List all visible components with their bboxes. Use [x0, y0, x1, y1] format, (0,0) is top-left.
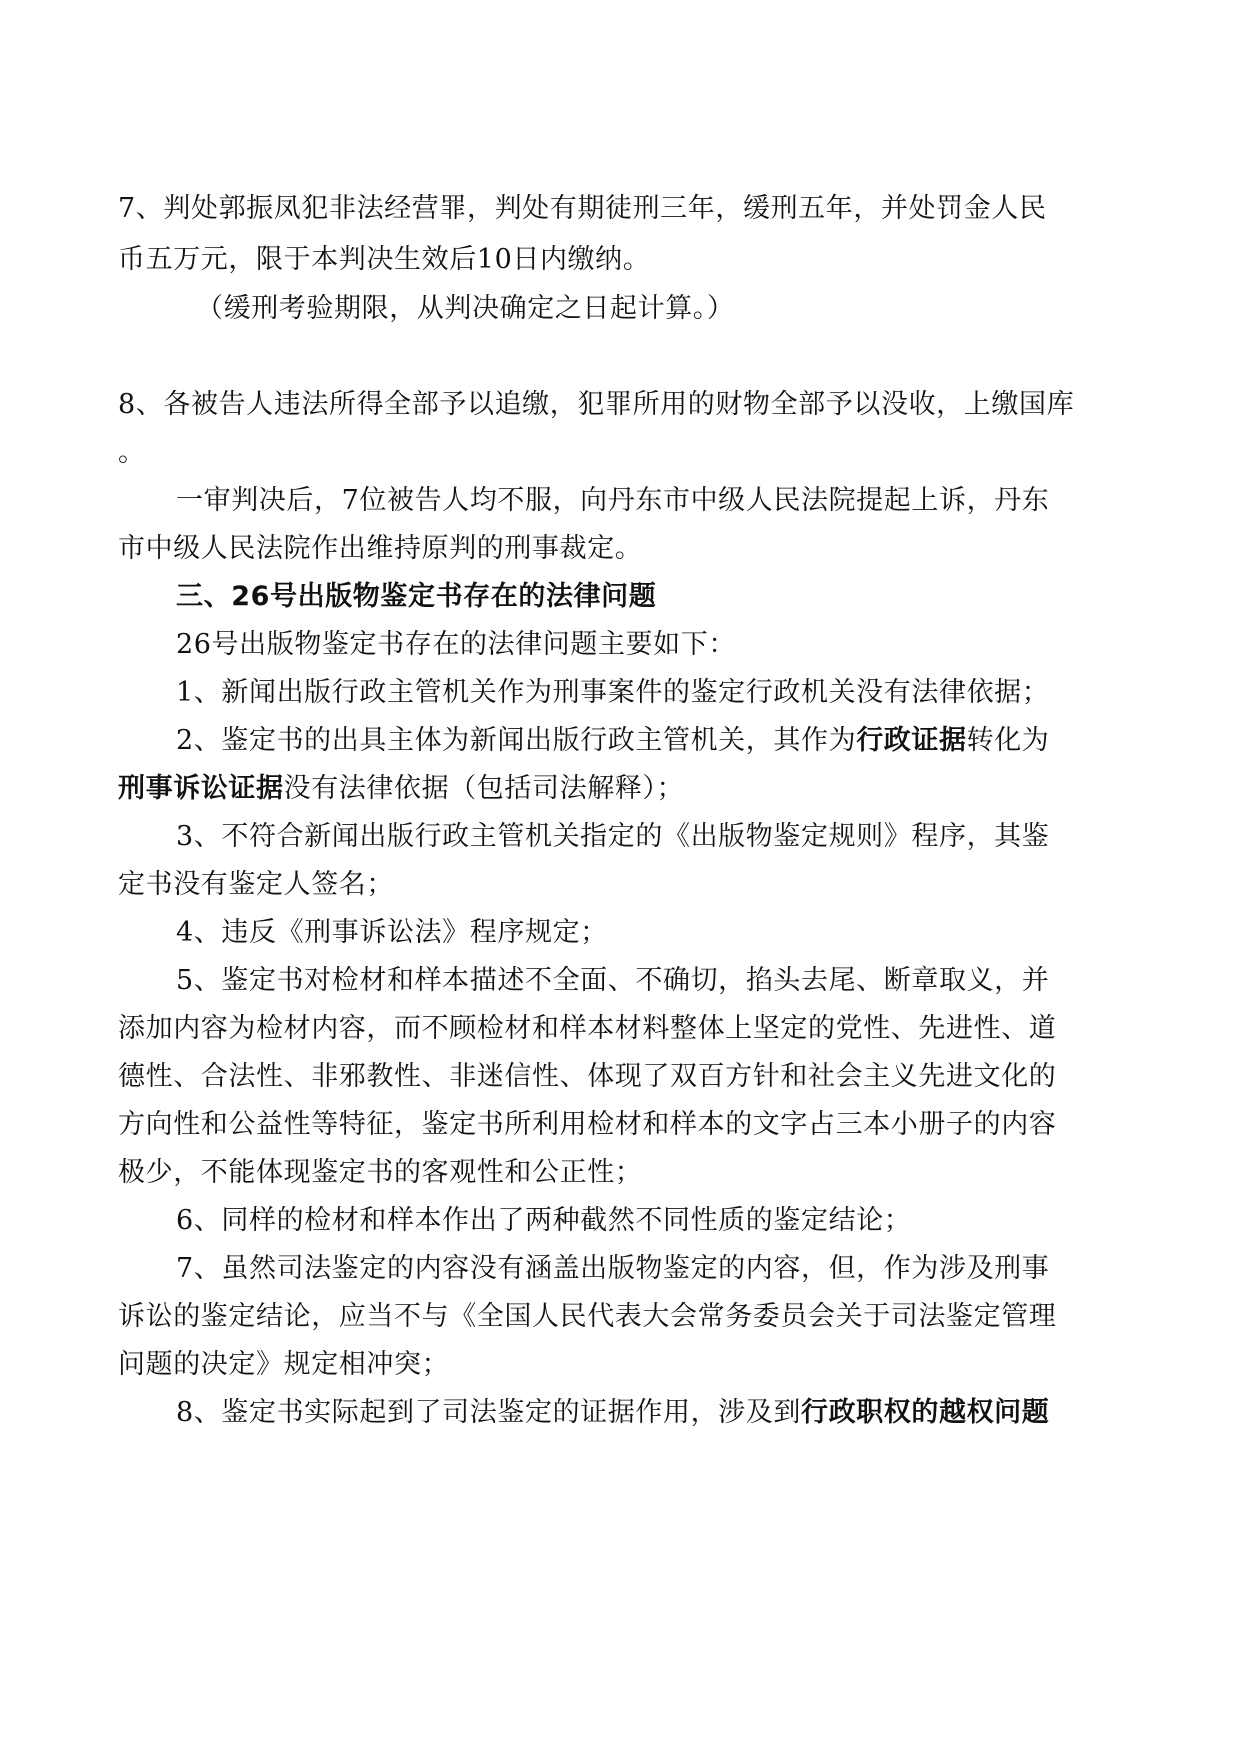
- paragraph-line: 市中级人民法院作出维持原判的刑事裁定。: [118, 533, 643, 564]
- paragraph-line: 问题的决定》规定相冲突；: [118, 1349, 450, 1380]
- paragraph-line: 5、鉴定书对检材和样本描述不全面、不确切，掐头去尾、断章取义，并: [176, 965, 1050, 996]
- bold-term: 行政职权的越权问题: [800, 1397, 1050, 1428]
- paragraph-line: 8、各被告人违法所得全部予以追缴，犯罪所用的财物全部予以没收，上缴国库: [118, 389, 1075, 420]
- paragraph-line: 1、新闻出版行政主管机关作为刑事案件的鉴定行政机关没有法律依据；: [176, 677, 1050, 708]
- section-heading: 三、26号出版物鉴定书存在的法律问题: [176, 581, 657, 612]
- paragraph-line: 极少，不能体现鉴定书的客观性和公正性；: [118, 1157, 643, 1188]
- text-run: 8、鉴定书实际起到了司法鉴定的证据作用，涉及到: [176, 1397, 801, 1428]
- paragraph-line: 7、判处郭振凤犯非法经营罪，判处有期徒刑三年，缓刑五年，并处罚金人民: [118, 193, 1047, 224]
- paragraph-line: 6、同样的检材和样本作出了两种截然不同性质的鉴定结论；: [176, 1205, 912, 1236]
- bold-term: 行政证据: [856, 725, 967, 756]
- paragraph-line: 4、违反《刑事诉讼法》程序规定；: [176, 917, 608, 948]
- paragraph-line: 一审判决后，7位被告人均不服，向丹东市中级人民法院提起上诉，丹东: [176, 485, 1050, 516]
- paragraph-line: 3、不符合新闻出版行政主管机关指定的《出版物鉴定规则》程序，其鉴: [176, 821, 1050, 852]
- paragraph-line: （缓刑考验期限，从判决确定之日起计算。）: [196, 293, 735, 324]
- paragraph-line: 添加内容为检材内容，而不顾检材和样本材料整体上坚定的党性、先进性、道: [118, 1013, 1057, 1044]
- bold-term: 刑事诉讼证据: [118, 773, 284, 804]
- text-run: 转化为: [966, 725, 1050, 756]
- paragraph-line: 定书没有鉴定人签名；: [118, 869, 394, 900]
- paragraph-line: 26号出版物鉴定书存在的法律问题主要如下：: [176, 629, 736, 660]
- paragraph-line: 方向性和公益性等特征，鉴定书所利用检材和样本的文字占三本小册子的内容: [118, 1109, 1057, 1140]
- paragraph-line: 德性、合法性、非邪教性、非迷信性、体现了双百方针和社会主义先进文化的: [118, 1061, 1057, 1092]
- paragraph-line: 诉讼的鉴定结论，应当不与《全国人民代表大会常务委员会关于司法鉴定管理: [118, 1301, 1057, 1332]
- paragraph-line: 7、虽然司法鉴定的内容没有涵盖出版物鉴定的内容，但，作为涉及刑事: [176, 1253, 1050, 1284]
- paragraph-line: [176, 724, 1049, 758]
- paragraph-line: 。: [118, 437, 146, 468]
- paragraph-line: 币五万元，限于本判决生效后10日内缴纳。: [118, 244, 651, 275]
- text-run: 2、鉴定书的出具主体为新闻出版行政主管机关，其作为: [176, 725, 857, 756]
- text-run: 没有法律依据（包括司法解释）；: [283, 773, 685, 804]
- paragraph-line: [176, 1396, 1049, 1430]
- paragraph-line: [118, 772, 684, 806]
